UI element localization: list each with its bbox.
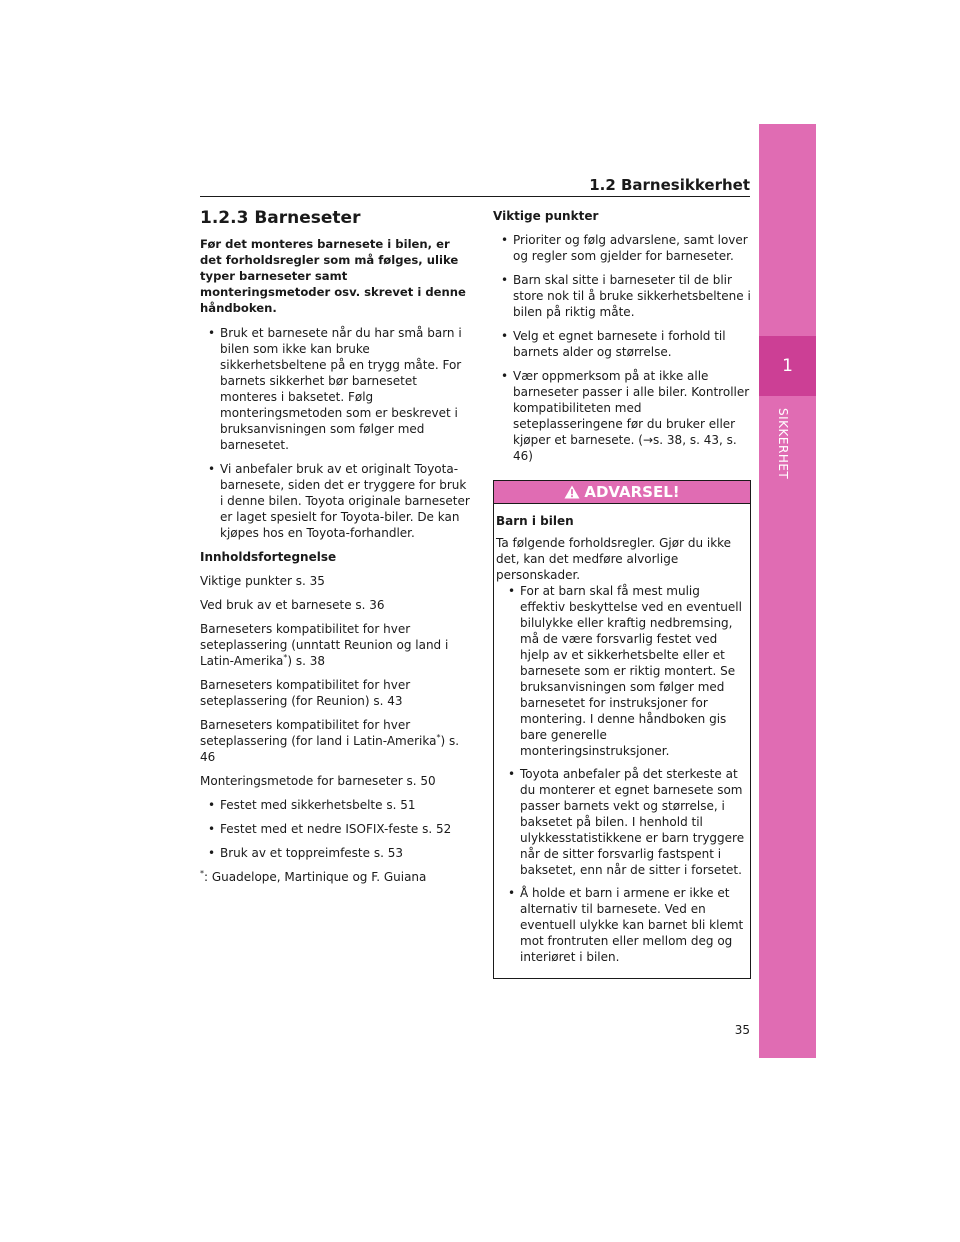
right-column [493, 208, 751, 979]
list-item: • Velg et egnet barnesete i forhold til barnets alder og størrelse. [493, 328, 751, 360]
list-item: • Vi anbefaler bruk av et originalt Toyota-barnesete, siden det er tryggere for bruk i denne bilen. Toyota originale barneseter er laget spesielt for Toyota-biler. De kan kjøpes hos en Toyota-forhandler. [200, 461, 472, 541]
toc-sub-list [200, 797, 472, 861]
footnote: *: Guadelope, Martinique og F. Guiana [200, 869, 427, 884]
warning-triangle-icon [564, 485, 580, 499]
toc-item[interactable]: Barneseters kompatibilitet for hver seteplassering (for Reunion) s. 43 [200, 678, 411, 708]
list-item: • Bruk et barnesete når du har små barn i bilen som ikke kan bruke sikkerhetsbeltene på en trygg måte. For barnets sikkerhet bør barnesetet monteres i baksetet. Følg monteringsmetoden som er beskrevet i bruksanvisningen som følger med barnesetet. [200, 325, 472, 453]
footnote-marker: * [200, 869, 204, 878]
toc-title: Innholdsfortegnelse [200, 550, 337, 564]
header-rule [200, 196, 750, 197]
warning-body [494, 504, 750, 978]
toc-item[interactable]: Barneseters kompatibilitet for hver seteplassering (for land i Latin-Amerika*) s. 46 [200, 718, 460, 764]
list-item: • Barn skal sitte i barneseter til de blir store nok til å bruke sikkerhetsbeltene i bilen på riktig måte. [493, 272, 751, 320]
list-item: • Prioriter og følg advarslene, samt lover og regler som gjelder for barneseter. [493, 232, 751, 264]
important-points-list [493, 232, 751, 464]
footnote-marker: * [283, 653, 288, 662]
toc-item[interactable]: Ved bruk av et barnesete s. 36 [200, 598, 385, 612]
warning-list [496, 583, 748, 965]
important-points-heading: Viktige punkter [493, 209, 599, 223]
section-title: 1.2.3 Barneseter [200, 208, 361, 228]
warning-title: ADVARSEL! [584, 483, 680, 501]
intro-bullets [200, 325, 472, 541]
left-column [200, 208, 472, 885]
toc-sub-item[interactable]: • Bruk av et toppreimfeste s. 53 [200, 845, 472, 861]
intro-lead: Før det monteres barnesete i bilen, er det forholdsregler som må følges, ulike typer barneseter samt monteringsmetoder osv. skrevet i denne håndboken. [200, 237, 466, 315]
warning-box [493, 480, 751, 979]
chapter-label: SIKKERHET [776, 408, 790, 480]
warning-header [494, 481, 750, 504]
page-number: 35 [734, 1023, 750, 1037]
warning-intro: Ta følgende forholdsregler. Gjør du ikke det, kan det medføre alvorlige personskader. [496, 536, 732, 582]
footnote-marker: * [436, 733, 441, 742]
toc-item[interactable]: Barneseters kompatibilitet for hver seteplassering (unntatt Reunion og land i Latin-Amerika*) s. 38 [200, 622, 449, 668]
toc-item[interactable]: Viktige punkter s. 35 [200, 574, 325, 588]
list-item: • For at barn skal få mest mulig effektiv beskyttelse ved en eventuell bilulykke eller kraftig nedbremsing, må de være forsvarlig festet ved hjelp av et sikkerhetsbelte eller et barnesete som er riktig montert. Se bruksanvisningen som følger med barnesetet for instruksjoner for montering. I denne håndboken gis bare generelle monteringsinstruksjoner. [496, 583, 748, 759]
toc-item[interactable]: Monteringsmetode for barneseter s. 50 [200, 774, 436, 788]
toc-sub-item[interactable]: • Festet med sikkerhetsbelte s. 51 [200, 797, 472, 813]
chapter-side-tab [759, 124, 816, 1058]
list-item: • Toyota anbefaler på det sterkeste at du monterer et egnet barnesete som passer barnets vekt og størrelse, i baksetet på bilen. I henhold til ulykkesstatistikkene er barn tryggere når de sitter forsvarlig fastspent i baksetet, enn når de sitter i forsetet. [496, 766, 748, 878]
list-item: • Å holde et barn i armene er ikke et alternativ til barnesete. Ved en eventuell ulykke kan barnet bli klemt mot frontruten eller mellom deg og interiøret i bilen. [496, 885, 748, 965]
toc-sub-item[interactable]: • Festet med et nedre ISOFIX-feste s. 52 [200, 821, 472, 837]
list-item: • Vær oppmerksom på at ikke alle barneseter passer i alle biler. Kontroller kompatibiliteten med seteplasseringene før du bruker eller kjøper et barnesete. (→s. 38, s. 43, s. 46) [493, 368, 751, 464]
section-header: 1.2 Barnesikkerhet [589, 176, 750, 194]
chapter-number: 1 [759, 336, 816, 396]
warning-subhead: Barn i bilen [496, 514, 574, 528]
